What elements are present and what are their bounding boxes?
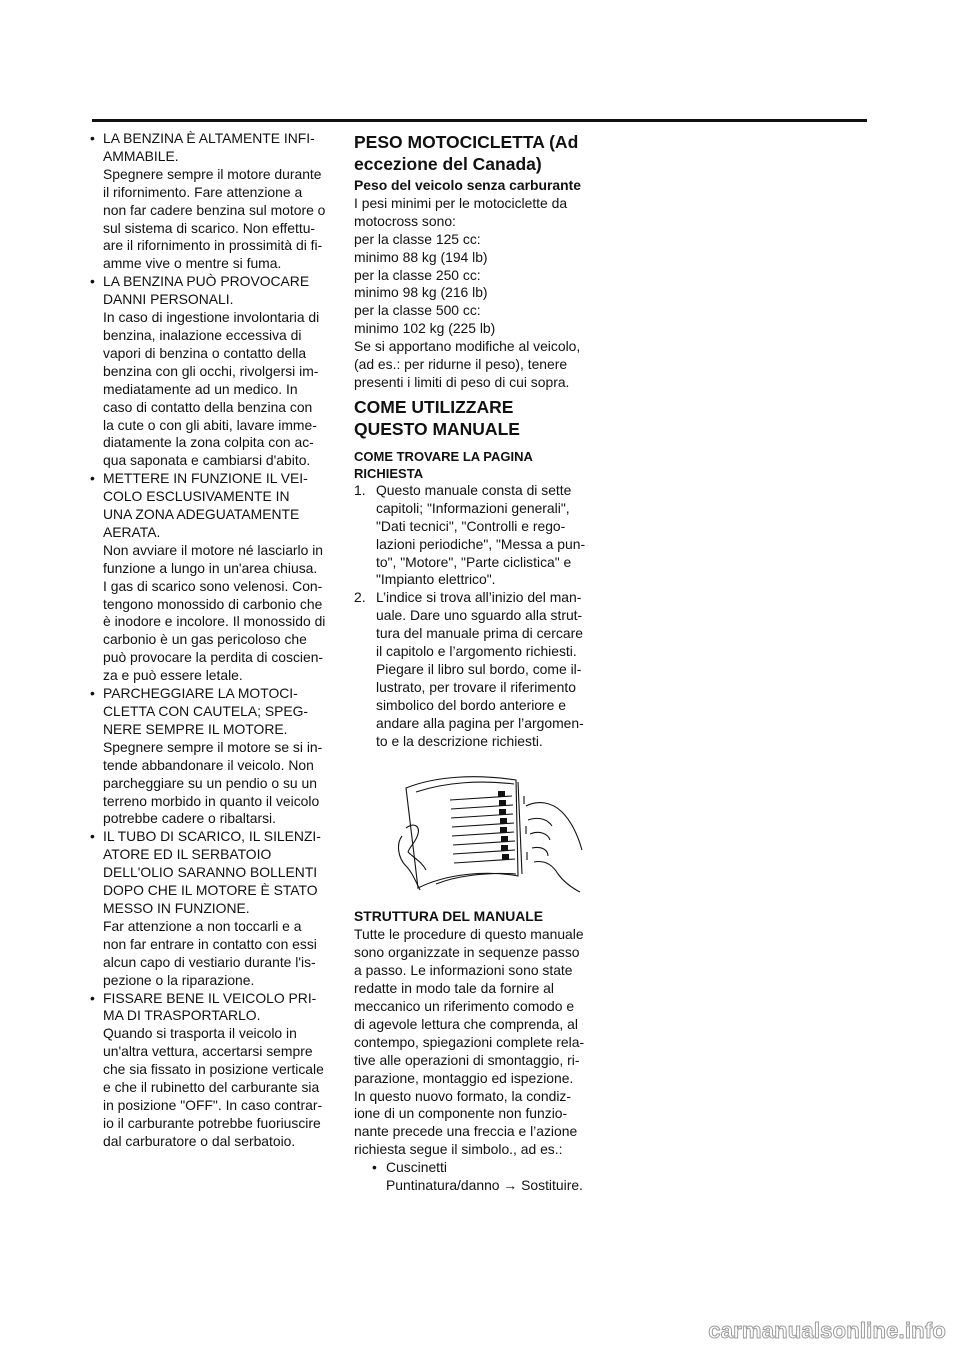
warning-body: Far attenzione a non toccarli e a non far entrare in contatto con essi alcun capo di vestiario durante l'is- pezione o la riparazione. (103, 917, 317, 988)
bullet-icon: • (372, 1159, 377, 1176)
bullet-icon: • (90, 989, 95, 1006)
warning-body: Non avviare il motore né lasciarlo in funzione a lungo in un'area chiusa. I gas di scarico sono velenosi. Con- tengono monossido di carbonio che è inodore e incolore. Il monossido di carbonio è un gas pericoloso che può provocare la perdita di coscien- za e può essere letale. (103, 541, 326, 684)
left-column (88, 130, 334, 1151)
warning-heading: METTERE IN FUNZIONE IL VEI- COLO ESCLUSIVAMENTE IN UNA ZONA ADEGUATAMENTE AERATA. (103, 470, 308, 540)
warning-body: Quando si trasporta il veicolo in un'altra vettura, accertarsi sempre che sia fissato in posizione verticale e che il rubinetto del carburante sia in posizione "OFF". In caso contrar- io il carburante potrebbe fuoriuscire dal carburatore o dal serbatoio. (103, 1025, 324, 1149)
weight-subheading: Peso del veicolo senza carburante (354, 177, 581, 193)
find-page-heading: COME TROVARE LA PAGINA RICHIESTA (354, 448, 533, 481)
warning-heading: PARCHEGGIARE LA MOTOCI- CLETTA CON CAUTELA; SPEG- NERE SEMPRE IL MOTORE. (103, 685, 309, 737)
bullet-icon: • (90, 273, 95, 290)
weight-heading: PESO MOTOCICLETTA (Ad eccezione del Canada) (354, 132, 579, 174)
warning-item-4 (88, 685, 334, 828)
item-number: 2. (354, 589, 366, 606)
warning-item-6 (88, 990, 334, 1151)
bullet-icon: • (90, 470, 95, 487)
warning-heading: FISSARE BENE IL VEICOLO PRI- MA DI TRASPORTARLO. (103, 989, 317, 1024)
warning-heading: LA BENZINA PUÒ PROVOCARE DANNI PERSONALI. (103, 273, 310, 308)
warning-item-5 (88, 828, 334, 989)
numbered-item-1: 1. Questo manuale consta di sette capitoli; "Informazioni generali", "Dati tecnici", "Controlli e rego- lazioni periodiche", "Messa a pun- to", "Motore", "Parte ciclistica" e "Impianto elettrico". (354, 481, 586, 588)
watermark: carmanualsonline.info (708, 1318, 946, 1343)
top-rule (92, 119, 867, 122)
warning-heading: IL TUBO DI SCARICO, IL SILENZI- ATORE ED IL SERBATOIO DELL'OLIO SARANNO BOLLENTI DOPO CHE IL MOTORE È STATO MESSO IN FUNZIONE. (103, 828, 321, 916)
warning-item-3 (88, 470, 334, 685)
warning-body: Spegnere sempre il motore se si in- tende abbandonare il veicolo. Non parcheggiare su un pendio o su un terreno morbido in quanto il veicolo potrebbe cadere o ribaltarsi. (103, 738, 323, 827)
warning-item-1 (88, 130, 334, 273)
item-number: 1. (354, 481, 366, 498)
warning-item-2 (88, 273, 334, 470)
bullet-icon: • (90, 130, 95, 146)
manual-heading: COME UTILIZZARE QUESTO MANUALE (354, 396, 520, 439)
structure-text: Tutte le procedure di questo manuale sono organizzate in sequenze passo a passo. Le informazioni sono state redatte in modo tale da fornire al meccanico un riferimento comodo e di agevole lettura che comprenda, al contempo, spiegazioni complete rela- tive alle operazioni di smontaggio, ri- parazione, montaggio ed ispezione. In questo nuovo formato, la condiz- ione di un componente non funzio- nante precede una freccia e l’azione richiesta segue il simbolo., ad es.: (354, 926, 585, 1158)
warning-heading: LA BENZINA È ALTAMENTE INFI- AMMABILE. (103, 130, 315, 164)
warning-body: Spegnere sempre il motore durante il rifornimento. Fare attenzione a non far cadere benzina sul motore o sul sistema di scarico. Non effettu- are il rifornimento in prossimità di fi- amme vive o mentre si fuma. (103, 165, 326, 272)
warning-body: In caso di ingestione involontaria di benzina, inalazione eccessiva di vapori di benzina o contatto della benzina con gli occhi, rivolgersi im- mediatamente ad un medico. In caso di contatto della benzina con la cute o con gli abiti, lavare imme- diatamente la zona colpita con ac- qua saponata e cambiarsi d'abito. (103, 309, 320, 469)
numbered-item-2: 2. L’indice si trova all’inizio del man- uale. Dare uno sguardo alla strut- tura del manuale prima di cercare il capitolo e l’argomento richiesti. Piegare il libro sul bordo, come il- lustrato, per trovare il riferimento simbolico del bordo anteriore e andare alla pagina per l’argomen- to e la descrizione richiesti. (354, 589, 584, 749)
structure-heading: STRUTTURA DEL MANUALE (354, 908, 544, 925)
weight-text: I pesi minimi per le motociclette da motocross sono: per la classe 125 cc: minimo 88 kg (194 lb) per la classe 250 cc: minimo 98 kg (216 lb) per la classe 500 cc: minimo 102 kg (225 lb) Se si apportano modifiche al veicolo, (ad es.: per ridurne il peso), tenere presenti i limiti di peso di cui sopra. (354, 194, 581, 390)
right-column (354, 130, 604, 1195)
bullet-icon: • (90, 685, 95, 702)
bullet-icon: • (90, 828, 95, 845)
manual-thumbing-illustration (396, 766, 586, 896)
example-bullet: • Cuscinetti Puntinatura/danno → Sostituire. (372, 1159, 583, 1194)
